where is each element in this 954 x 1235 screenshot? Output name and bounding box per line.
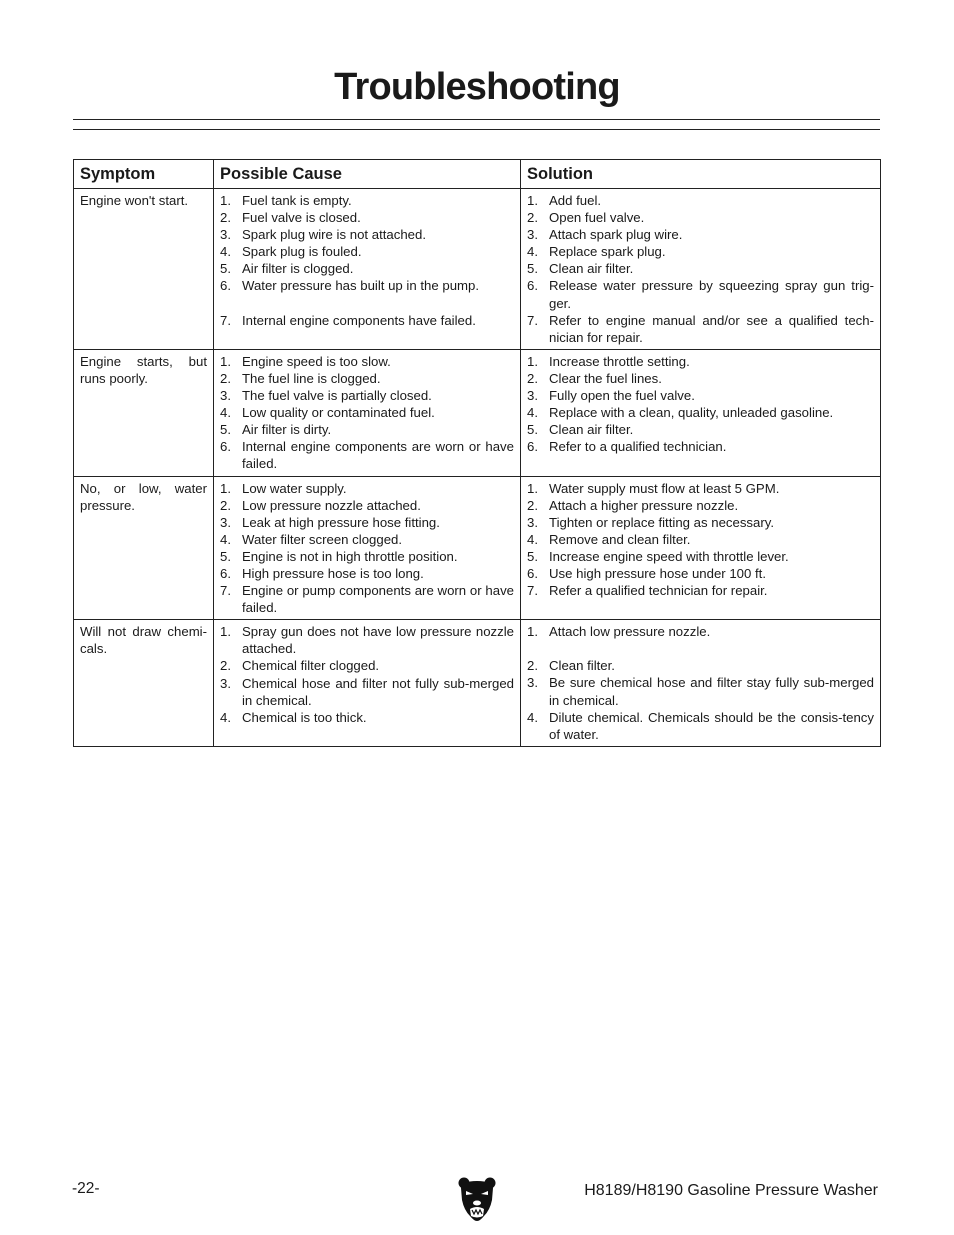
item-number: 2. (527, 658, 538, 674)
list-item (527, 192, 874, 209)
header-possible-cause: Possible Cause (214, 160, 521, 189)
list-item (527, 623, 874, 640)
list-item (220, 438, 514, 472)
item-text: Fuel tank is empty. (242, 193, 352, 208)
item-text: Refer a qualified technician for repair. (549, 583, 768, 599)
table-row (74, 476, 881, 620)
item-number: 2. (527, 370, 538, 386)
item-number: 5. (527, 422, 538, 438)
item-number: 1. (220, 353, 231, 369)
list-item (527, 582, 874, 599)
troubleshooting-table (73, 159, 881, 747)
item-number: 6. (527, 278, 538, 294)
item-number: 4. (220, 531, 231, 547)
item-number: 5. (527, 548, 538, 564)
item-text: Chemical filter clogged. (242, 658, 380, 674)
item-text: Be sure chemical hose and filter stay fully sub-merged in chemical. (549, 675, 874, 708)
list-item (220, 226, 514, 243)
item-number: 3. (527, 675, 538, 691)
symptom-cell: Will not draw chemi-cals. (74, 620, 214, 747)
list-item (527, 674, 874, 708)
item-number: 6. (220, 439, 231, 455)
item-number: 4. (220, 709, 231, 725)
item-text: The fuel line is clogged. (242, 370, 381, 386)
item-text: Spray gun does not have low pressure nozzle attached. (242, 624, 514, 657)
list-item (220, 421, 514, 438)
item-text: Chemical hose and filter not fully sub-merged in chemical. (242, 675, 514, 708)
solution-cell (521, 476, 881, 620)
item-text: Low water supply. (242, 480, 347, 496)
list-item (527, 421, 874, 438)
list-item (220, 260, 514, 277)
list-item (527, 497, 874, 514)
bear-head-icon (457, 1176, 497, 1222)
item-text: Tighten or replace fitting as necessary. (549, 514, 775, 530)
list-item (220, 514, 514, 531)
list-item (220, 497, 514, 514)
item-text: Leak at high pressure hose fitting. (242, 514, 440, 530)
symptom-cell: Engine starts, but runs poorly. (74, 349, 214, 476)
item-text: Engine speed is too slow. (242, 353, 391, 369)
table-header-row (74, 160, 881, 189)
header-rule-bottom (73, 129, 880, 130)
list-item (220, 565, 514, 582)
item-text: Engine is not in high throttle position. (242, 548, 458, 564)
item-number: 3. (220, 514, 231, 530)
solution-list (527, 353, 874, 456)
list-item (527, 531, 874, 548)
cause-list (220, 192, 514, 329)
item-number: 3. (527, 514, 538, 530)
item-text: Spark plug wire is not attached. (242, 227, 426, 243)
item-text: High pressure hose is too long. (242, 565, 424, 581)
header-solution: Solution (521, 160, 881, 189)
item-text: Use high pressure hose under 100 ft. (549, 565, 766, 581)
possible-cause-cell (214, 349, 521, 476)
item-text: Low quality or contaminated fuel. (242, 405, 435, 421)
item-number: 1. (220, 480, 231, 496)
list-item (527, 209, 874, 226)
list-item (220, 353, 514, 370)
item-text: Replace with a clean, quality, unleaded gasoline. (549, 405, 834, 421)
list-item (527, 260, 874, 277)
solution-cell (521, 349, 881, 476)
item-number: 7. (220, 312, 231, 328)
item-text: Water filter screen clogged. (242, 531, 403, 547)
item-number: 6. (527, 565, 538, 581)
header-rule-top (73, 119, 880, 120)
solution-list (527, 480, 874, 600)
item-text: Spark plug is fouled. (242, 244, 362, 260)
item-text: Clean air filter. (549, 422, 634, 438)
list-item (220, 675, 514, 709)
page-number: -22- (72, 1180, 100, 1197)
item-number: 1. (527, 624, 538, 640)
item-text: Water supply must flow at least 5 GPM. (549, 480, 780, 496)
list-item (220, 192, 514, 209)
item-text: Replace spark plug. (549, 244, 666, 260)
item-number: 4. (527, 531, 538, 547)
list-item (220, 243, 514, 260)
table-row (74, 189, 881, 350)
item-number: 7. (220, 583, 231, 599)
list-item (527, 312, 874, 346)
list-item (527, 709, 874, 743)
item-text: Increase engine speed with throttle lever. (549, 548, 789, 564)
list-item (527, 480, 874, 497)
item-text: Refer to a qualified technician. (549, 439, 727, 455)
item-text: Low pressure nozzle attached. (242, 497, 421, 513)
table-row (74, 620, 881, 747)
item-number: 1. (527, 353, 538, 369)
list-item (527, 438, 874, 455)
item-text: Refer to engine manual and/or see a qualified tech-nician for repair. (549, 312, 874, 345)
list-item (220, 480, 514, 497)
list-item (527, 277, 874, 311)
item-number: 6. (220, 565, 231, 581)
item-number: 2. (220, 210, 231, 226)
item-number: 3. (220, 675, 231, 691)
item-number: 7. (527, 312, 538, 328)
item-number: 1. (527, 193, 538, 208)
list-item (220, 209, 514, 226)
item-number: 2. (220, 497, 231, 513)
possible-cause-cell (214, 476, 521, 620)
header-symptom: Symptom (74, 160, 214, 189)
item-number: 4. (220, 244, 231, 260)
item-number: 3. (527, 388, 538, 404)
possible-cause-cell (214, 189, 521, 350)
list-item (527, 657, 874, 674)
list-item (220, 623, 514, 657)
item-number: 4. (220, 405, 231, 421)
list-item (220, 709, 514, 726)
item-text: Fully open the fuel valve. (549, 388, 695, 404)
item-number: 3. (220, 388, 231, 404)
table-row (74, 349, 881, 476)
item-text: Dilute chemical. Chemicals should be the consis-tency of water. (549, 709, 874, 742)
item-number: 1. (220, 624, 231, 640)
item-number: 2. (220, 658, 231, 674)
item-number: 5. (220, 261, 231, 277)
solution-list (527, 192, 874, 346)
item-number: 4. (527, 405, 538, 421)
list-item (220, 387, 514, 404)
item-text: Clear the fuel lines. (549, 370, 662, 386)
item-number: 2. (527, 497, 538, 513)
item-text: Attach low pressure nozzle. (549, 624, 711, 640)
item-number: 6. (220, 278, 231, 294)
item-text: Air filter is dirty. (242, 422, 332, 438)
item-text: Water pressure has built up in the pump. (242, 278, 480, 294)
item-text: Chemical is too thick. (242, 709, 367, 725)
list-item (527, 404, 874, 421)
possible-cause-cell (214, 620, 521, 747)
list-item (220, 277, 514, 294)
list-item (527, 353, 874, 370)
item-text: The fuel valve is partially closed. (242, 388, 432, 404)
list-item (527, 565, 874, 582)
list-item (220, 582, 514, 616)
item-text: Release water pressure by squeezing spray gun trig-ger. (549, 278, 874, 311)
cause-list (220, 623, 514, 726)
item-text: Clean air filter. (549, 261, 634, 277)
item-number: 5. (220, 422, 231, 438)
product-name: H8189/H8190 Gasoline Pressure Washer (584, 1182, 878, 1199)
item-number: 7. (527, 583, 538, 599)
list-item (220, 657, 514, 674)
list-item (220, 548, 514, 565)
item-text: Increase throttle setting. (549, 353, 690, 369)
item-number: 5. (527, 261, 538, 277)
list-item (220, 531, 514, 548)
item-text: Clean filter. (549, 658, 615, 674)
solution-list (527, 623, 874, 743)
list-item (527, 387, 874, 404)
item-number: 5. (220, 548, 231, 564)
list-item (527, 514, 874, 531)
list-item (527, 370, 874, 387)
item-text: Engine or pump components are worn or have failed. (242, 583, 514, 616)
item-number: 3. (220, 227, 231, 243)
item-text: Internal engine components are worn or have failed. (242, 439, 514, 472)
item-text: Add fuel. (549, 193, 602, 208)
item-number: 3. (527, 227, 538, 243)
item-number: 6. (527, 439, 538, 455)
item-text: Internal engine components have failed. (242, 312, 476, 328)
item-number: 4. (527, 244, 538, 260)
symptom-cell: No, or low, water pressure. (74, 476, 214, 620)
symptom-cell: Engine won't start. (74, 189, 214, 350)
item-number: 2. (527, 210, 538, 226)
item-text: Attach spark plug wire. (549, 227, 683, 243)
item-text: Remove and clean filter. (549, 531, 691, 547)
list-item (220, 404, 514, 421)
solution-cell (521, 620, 881, 747)
list-item (220, 312, 514, 329)
item-text: Open fuel valve. (549, 210, 645, 226)
list-item (220, 370, 514, 387)
item-number: 2. (220, 370, 231, 386)
page-title: Troubleshooting (334, 66, 620, 108)
cause-list (220, 353, 514, 473)
list-item (527, 548, 874, 565)
item-number: 1. (220, 193, 231, 208)
list-item (527, 243, 874, 260)
solution-cell (521, 189, 881, 350)
item-text: Air filter is clogged. (242, 261, 354, 277)
cause-list (220, 480, 514, 617)
list-item (527, 226, 874, 243)
item-number: 4. (527, 709, 538, 725)
item-number: 1. (527, 480, 538, 496)
item-text: Attach a higher pressure nozzle. (549, 497, 739, 513)
item-text: Fuel valve is closed. (242, 210, 361, 226)
